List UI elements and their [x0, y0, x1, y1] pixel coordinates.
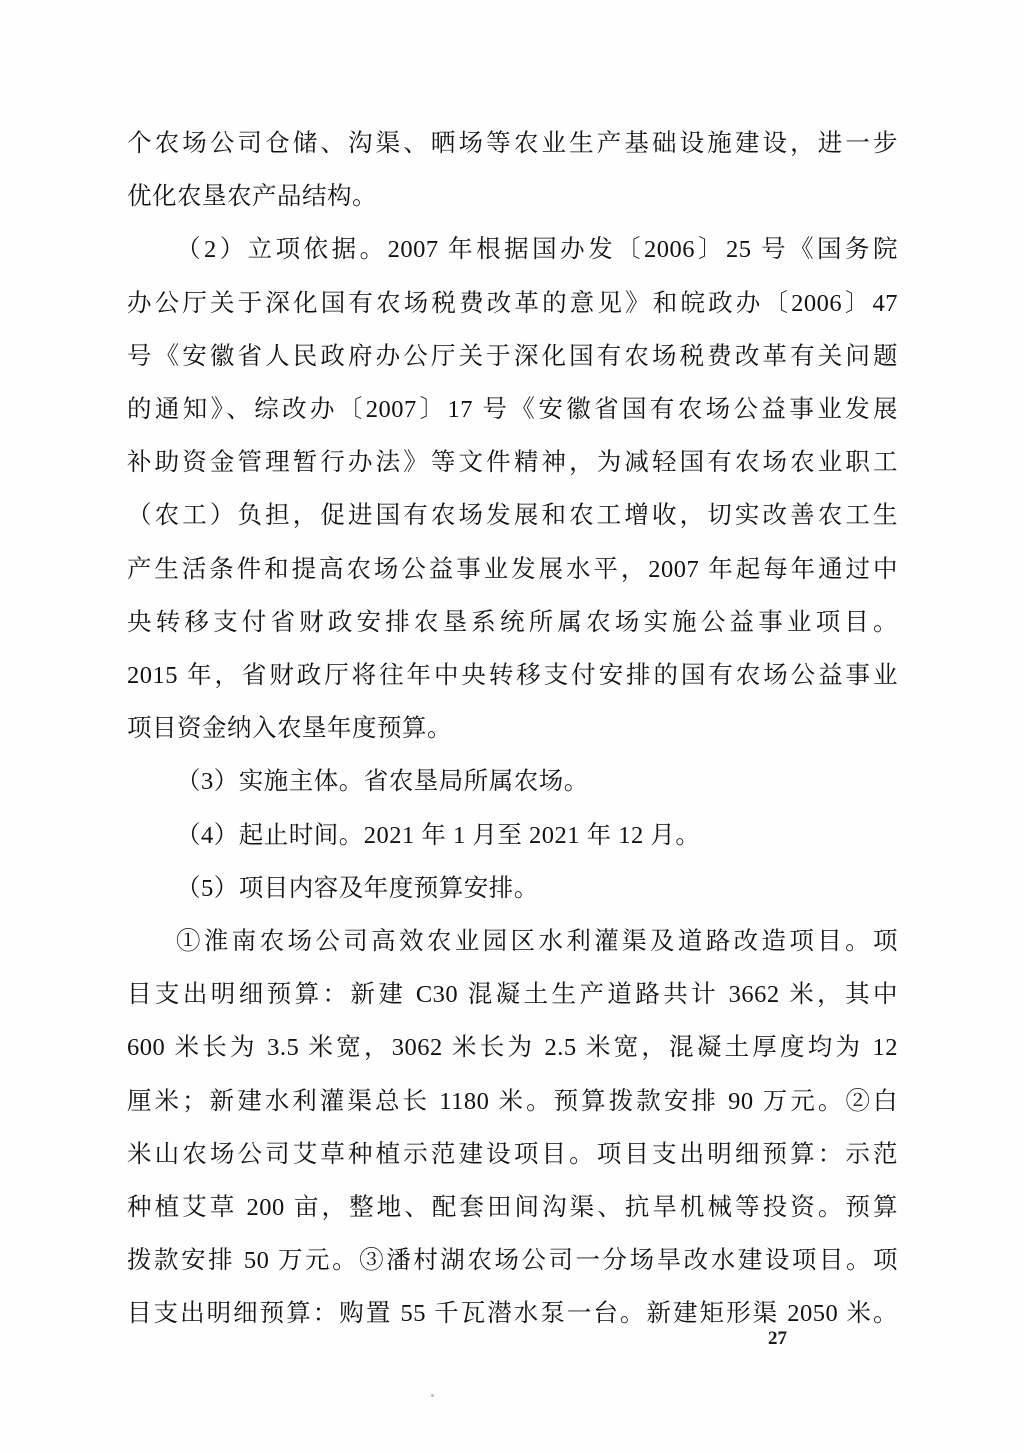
text-line: 产生活条件和提高农场公益事业发展水平，2007 年起每年通过中	[127, 555, 898, 583]
text-line: ①淮南农场公司高效农业园区水利灌渠及道路改造项目。项	[176, 928, 898, 956]
text-line: 厘米；新建水利灌渠总长 1180 米。预算拨款安排 90 万元。②白	[127, 1087, 898, 1115]
text-line: 米山农场公司艾草种植示范建设项目。项目支出明细预算：示范	[127, 1140, 898, 1168]
text-line: 优化农垦农产品结构。	[127, 183, 377, 211]
page-number: 27	[768, 1328, 787, 1349]
text-line: 目支出明细预算：新建 C30 混凝土生产道路共计 3662 米，其中	[127, 981, 898, 1009]
text-line: （4）起止时间。2021 年 1 月至 2021 年 12 月。	[176, 821, 701, 849]
text-line: 种植艾草 200 亩，整地、配套田间沟渠、抗旱机械等投资。预算	[127, 1194, 898, 1222]
text-line: 项目资金纳入农垦年度预算。	[127, 715, 452, 743]
text-line: （5）项目内容及年度预算安排。	[176, 874, 539, 902]
scan-speck	[431, 1394, 434, 1397]
text-line: 补助资金管理暂行办法》等文件精神，为减轻国有农场农业职工	[127, 449, 898, 477]
text-line: （3）实施主体。省农垦局所属农场。	[176, 768, 589, 796]
text-line: 号《安徽省人民政府办公厅关于深化国有农场税费改革有关问题	[127, 342, 898, 370]
text-line: 2015 年，省财政厅将往年中央转移支付安排的国有农场公益事业	[127, 662, 898, 690]
text-line: 央转移支付省财政安排农垦系统所属农场实施公益事业项目。	[127, 608, 898, 636]
text-line: 的通知》、综改办〔2007〕17 号《安徽省国有农场公益事业发展	[127, 396, 898, 424]
text-line: （农工）负担，促进国有农场发展和农工增收，切实改善农工生	[127, 502, 898, 530]
text-line: 目支出明细预算：购置 55 千瓦潜水泵一台。新建矩形渠 2050 米。	[127, 1300, 898, 1328]
text-line: （2）立项依据。2007 年根据国办发〔2006〕25 号《国务院	[176, 236, 898, 264]
text-line: 办公厅关于深化国有农场税费改革的意见》和皖政办〔2006〕47	[127, 289, 898, 317]
text-line: 个农场公司仓储、沟渠、晒场等农业生产基础设施建设，进一步	[127, 130, 898, 157]
document-body	[127, 117, 898, 1341]
text-line: 600 米长为 3.5 米宽，3062 米长为 2.5 米宽，混凝土厚度均为 12	[127, 1034, 898, 1062]
text-line: 拨款安排 50 万元。③潘村湖农场公司一分场旱改水建设项目。项	[127, 1247, 898, 1275]
